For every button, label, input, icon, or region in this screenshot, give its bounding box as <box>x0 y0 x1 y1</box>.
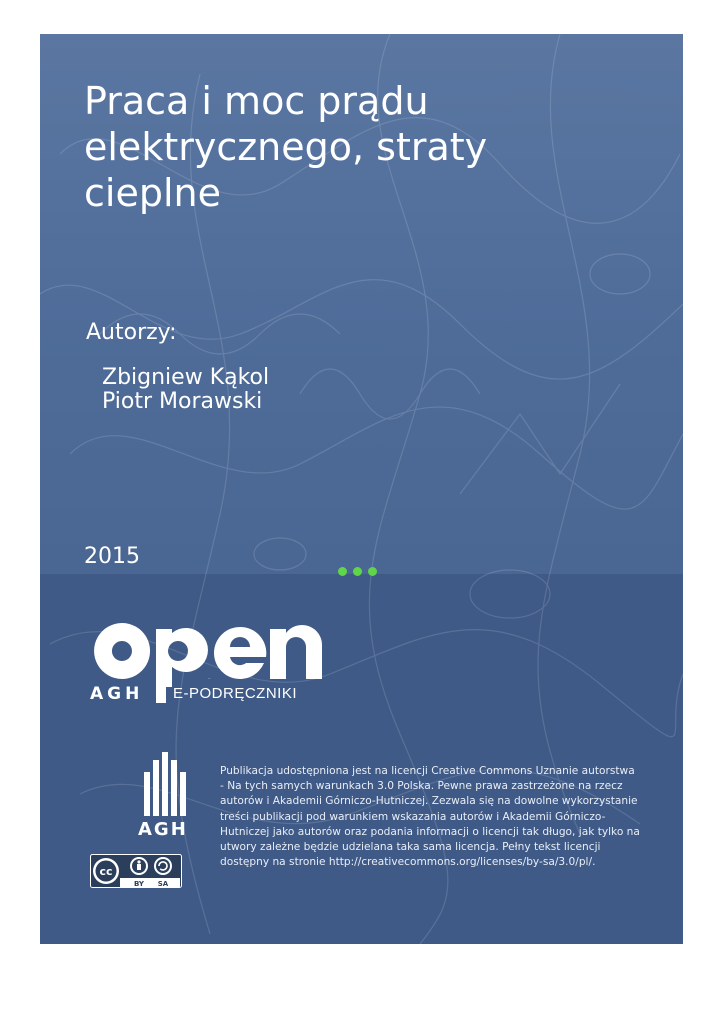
open-agh-logo <box>90 619 326 687</box>
authors-label: Autorzy: <box>86 320 177 345</box>
logo-bar <box>156 683 166 703</box>
author-name: Piotr Morawski <box>102 389 263 414</box>
accent-dots <box>338 567 378 577</box>
logo-subtitle: E-PODRĘCZNIKI <box>173 685 298 702</box>
cc-by-sa-icon <box>90 854 182 888</box>
svg-text:cc: cc <box>99 865 113 878</box>
book-cover <box>40 34 683 944</box>
author-name: Zbigniew Kąkol <box>102 365 270 390</box>
accent-dot <box>338 567 347 576</box>
svg-text:SA: SA <box>157 880 169 888</box>
agh-emblem-icon <box>142 752 186 816</box>
svg-text:BY: BY <box>133 880 145 888</box>
agh-emblem-label: AGH <box>138 819 188 840</box>
logo-agh-text: AGH <box>90 684 144 704</box>
accent-dot <box>368 567 377 576</box>
cover-title: Praca i moc prądu elektrycznego, straty cieplne <box>84 79 488 215</box>
publication-year: 2015 <box>84 544 140 569</box>
accent-dot <box>353 567 362 576</box>
license-text: Publikacja udostępniona jest na licencji Creative Commons Uznanie autorstwa - Na tych samych warunkach 3.0 Polska. Pewne prawa zastrzeżone na rzecz autorów i Akademii Górniczo-Hutniczej. Zezwala się na dowolne wykorzystanie treści publikacji pod warunkiem wskazania autorów i Akademii Górniczo-Hutniczej jako autorów oraz podania informacji o licencji tak długo, jak tylko na utwory zależne będzie udzielana taka sama licencja. Pełny tekst licencji dostępny na stronie http://creativecommons.org/licenses/by-sa/3.0/pl/. <box>220 765 640 869</box>
svg-text:open: open <box>208 679 211 680</box>
